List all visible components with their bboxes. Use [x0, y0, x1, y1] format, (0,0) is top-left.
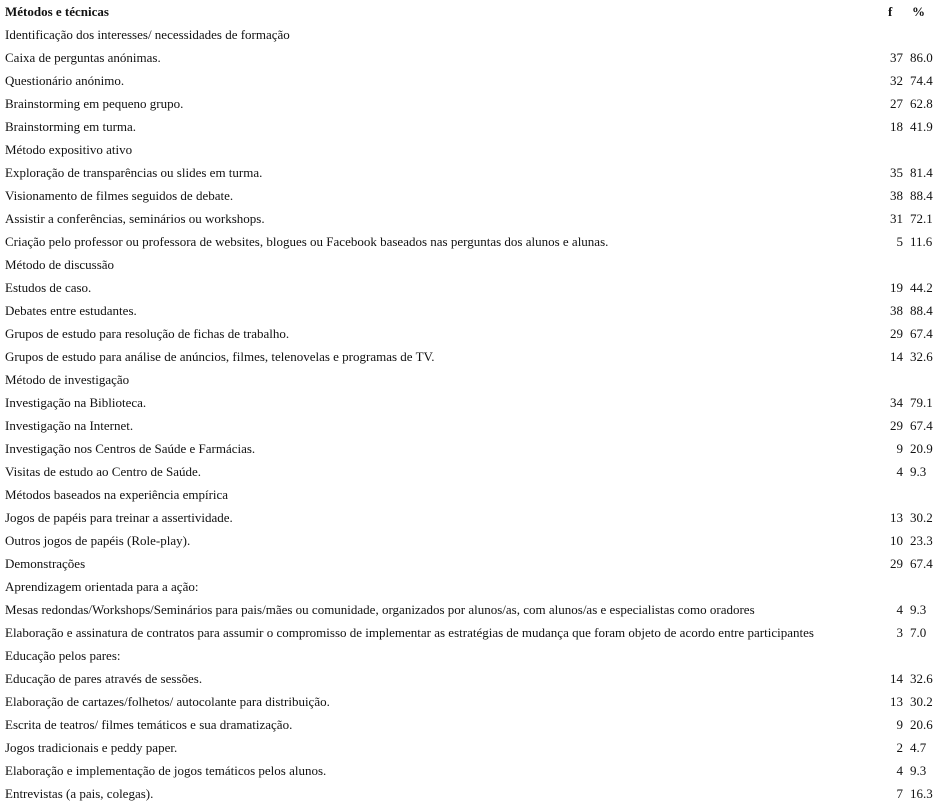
row-label: Jogos de papéis para treinar a assertividade.	[5, 510, 233, 525]
row-frequency: 34	[890, 395, 903, 410]
row-label: Métodos baseados na experiência empírica	[5, 487, 229, 502]
row-percent: 4.7	[910, 740, 927, 755]
row-percent: 79.1	[910, 395, 933, 410]
row-percent: 41.9	[910, 119, 933, 134]
table-row	[0, 506, 941, 529]
row-label: Investigação na Biblioteca.	[5, 395, 147, 410]
row-percent: 30.2	[910, 510, 933, 525]
header-methods-label: Métodos e técnicas	[5, 4, 109, 19]
row-percent: 32.6	[910, 671, 933, 686]
table-row	[0, 23, 941, 46]
row-label: Exploração de transparências ou slides em turma.	[5, 165, 263, 180]
table-row	[0, 138, 941, 161]
row-label: Debates entre estudantes.	[5, 303, 137, 318]
table-row	[0, 782, 941, 805]
row-percent: 88.4	[910, 188, 933, 203]
table-row	[0, 253, 941, 276]
row-frequency: 4	[896, 763, 903, 778]
row-percent: 20.6	[910, 717, 933, 732]
table-row	[0, 69, 941, 92]
row-percent: 44.2	[910, 280, 933, 295]
table-row	[0, 437, 941, 460]
table-row	[0, 529, 941, 552]
row-percent: 67.4	[910, 556, 933, 571]
row-label: Jogos tradicionais e peddy paper.	[5, 740, 178, 755]
row-label: Brainstorming em turma.	[5, 119, 137, 134]
table-row	[0, 690, 941, 713]
table-row	[0, 552, 941, 575]
row-frequency: 18	[890, 119, 903, 134]
table-row	[0, 483, 941, 506]
table-row	[0, 644, 941, 667]
row-label: Outros jogos de papéis (Role-play).	[5, 533, 191, 548]
row-label: Elaboração e assinatura de contratos para assumir o compromisso de implementar as estratégias de mudança que foram objeto de acordo entre participantes	[5, 625, 814, 640]
row-frequency: 9	[896, 441, 903, 456]
table-row	[0, 575, 941, 598]
row-frequency: 29	[890, 418, 903, 433]
row-percent: 23.3	[910, 533, 933, 548]
row-frequency: 13	[890, 694, 903, 709]
row-label: Educação pelos pares:	[5, 648, 121, 663]
row-frequency: 4	[896, 602, 903, 617]
row-frequency: 14	[890, 671, 903, 686]
row-label: Escrita de teatros/ filmes temáticos e sua dramatização.	[5, 717, 293, 732]
row-label: Estudos de caso.	[5, 280, 92, 295]
table-row	[0, 598, 941, 621]
table-row	[0, 276, 941, 299]
table-header-row	[0, 0, 941, 23]
row-label: Investigação na Internet.	[5, 418, 134, 433]
row-label: Educação de pares através de sessões.	[5, 671, 203, 686]
header-percent-label: %	[912, 4, 925, 19]
row-frequency: 13	[890, 510, 903, 525]
row-frequency: 38	[890, 303, 903, 318]
header-f-label: f	[888, 4, 893, 19]
table-row	[0, 115, 941, 138]
row-frequency: 5	[896, 234, 903, 249]
row-label: Método de investigação	[5, 372, 130, 387]
table-row	[0, 414, 941, 437]
row-frequency: 31	[890, 211, 903, 226]
row-percent: 67.4	[910, 418, 933, 433]
row-label: Visitas de estudo ao Centro de Saúde.	[5, 464, 201, 479]
row-frequency: 37	[890, 50, 903, 65]
row-frequency: 19	[890, 280, 903, 295]
table-row	[0, 207, 941, 230]
row-percent: 9.3	[910, 464, 927, 479]
row-label: Método expositivo ativo	[5, 142, 133, 157]
row-label: Identificação dos interesses/ necessidades de formação	[5, 27, 290, 42]
row-frequency: 3	[896, 625, 903, 640]
table-row	[0, 230, 941, 253]
row-label: Visionamento de filmes seguidos de debate.	[5, 188, 234, 203]
row-label: Grupos de estudo para resolução de fichas de trabalho.	[5, 326, 290, 341]
row-percent: 20.9	[910, 441, 933, 456]
row-label: Caixa de perguntas anónimas.	[5, 50, 161, 65]
table-row	[0, 161, 941, 184]
row-label: Entrevistas (a pais, colegas).	[5, 786, 154, 801]
table-row	[0, 391, 941, 414]
row-percent: 9.3	[910, 763, 927, 778]
row-label: Investigação nos Centros de Saúde e Farmácias.	[5, 441, 256, 456]
row-percent: 81.4	[910, 165, 933, 180]
row-frequency: 35	[890, 165, 903, 180]
row-percent: 62.8	[910, 96, 933, 111]
row-label: Brainstorming em pequeno grupo.	[5, 96, 184, 111]
table-row	[0, 368, 941, 391]
row-percent: 32.6	[910, 349, 933, 364]
row-label: Grupos de estudo para análise de anúncios, filmes, telenovelas e programas de TV.	[5, 349, 435, 364]
row-percent: 67.4	[910, 326, 933, 341]
row-label: Assistir a conferências, seminários ou workshops.	[5, 211, 265, 226]
row-percent: 72.1	[910, 211, 933, 226]
row-frequency: 29	[890, 326, 903, 341]
table-row	[0, 460, 941, 483]
row-percent: 16.3	[910, 786, 933, 801]
row-label: Questionário anónimo.	[5, 73, 125, 88]
table-row	[0, 92, 941, 115]
table-row	[0, 345, 941, 368]
table-row	[0, 736, 941, 759]
table-row	[0, 322, 941, 345]
table-row	[0, 713, 941, 736]
row-frequency: 10	[890, 533, 903, 548]
row-label: Elaboração e implementação de jogos temáticos pelos alunos.	[5, 763, 327, 778]
row-frequency: 14	[890, 349, 903, 364]
row-frequency: 38	[890, 188, 903, 203]
row-percent: 88.4	[910, 303, 933, 318]
row-label: Aprendizagem orientada para a ação:	[5, 579, 199, 594]
row-label: Método de discussão	[5, 257, 115, 272]
row-label: Mesas redondas/Workshops/Seminários para pais/mães ou comunidade, organizados por alunos/as, com alunos/as e especialistas como oradores	[5, 602, 755, 617]
table-row	[0, 184, 941, 207]
row-frequency: 27	[890, 96, 903, 111]
row-percent: 74.4	[910, 73, 933, 88]
table-row	[0, 667, 941, 690]
table-row	[0, 621, 941, 644]
row-frequency: 32	[890, 73, 903, 88]
row-frequency: 4	[896, 464, 903, 479]
row-frequency: 9	[896, 717, 903, 732]
table-row	[0, 759, 941, 782]
row-percent: 11.6	[910, 234, 933, 249]
table-row	[0, 299, 941, 322]
row-percent: 86.0	[910, 50, 933, 65]
row-percent: 7.0	[910, 625, 927, 640]
row-label: Criação pelo professor ou professora de websites, blogues ou Facebook baseados nas perguntas dos alunos e alunas.	[5, 234, 609, 249]
table-row	[0, 46, 941, 69]
row-percent: 30.2	[910, 694, 933, 709]
row-label: Demonstrações	[5, 556, 86, 571]
row-frequency: 29	[890, 556, 903, 571]
row-frequency: 7	[896, 786, 903, 801]
row-label: Elaboração de cartazes/folhetos/ autocolante para distribuição.	[5, 694, 330, 709]
row-percent: 9.3	[910, 602, 927, 617]
row-frequency: 2	[896, 740, 903, 755]
